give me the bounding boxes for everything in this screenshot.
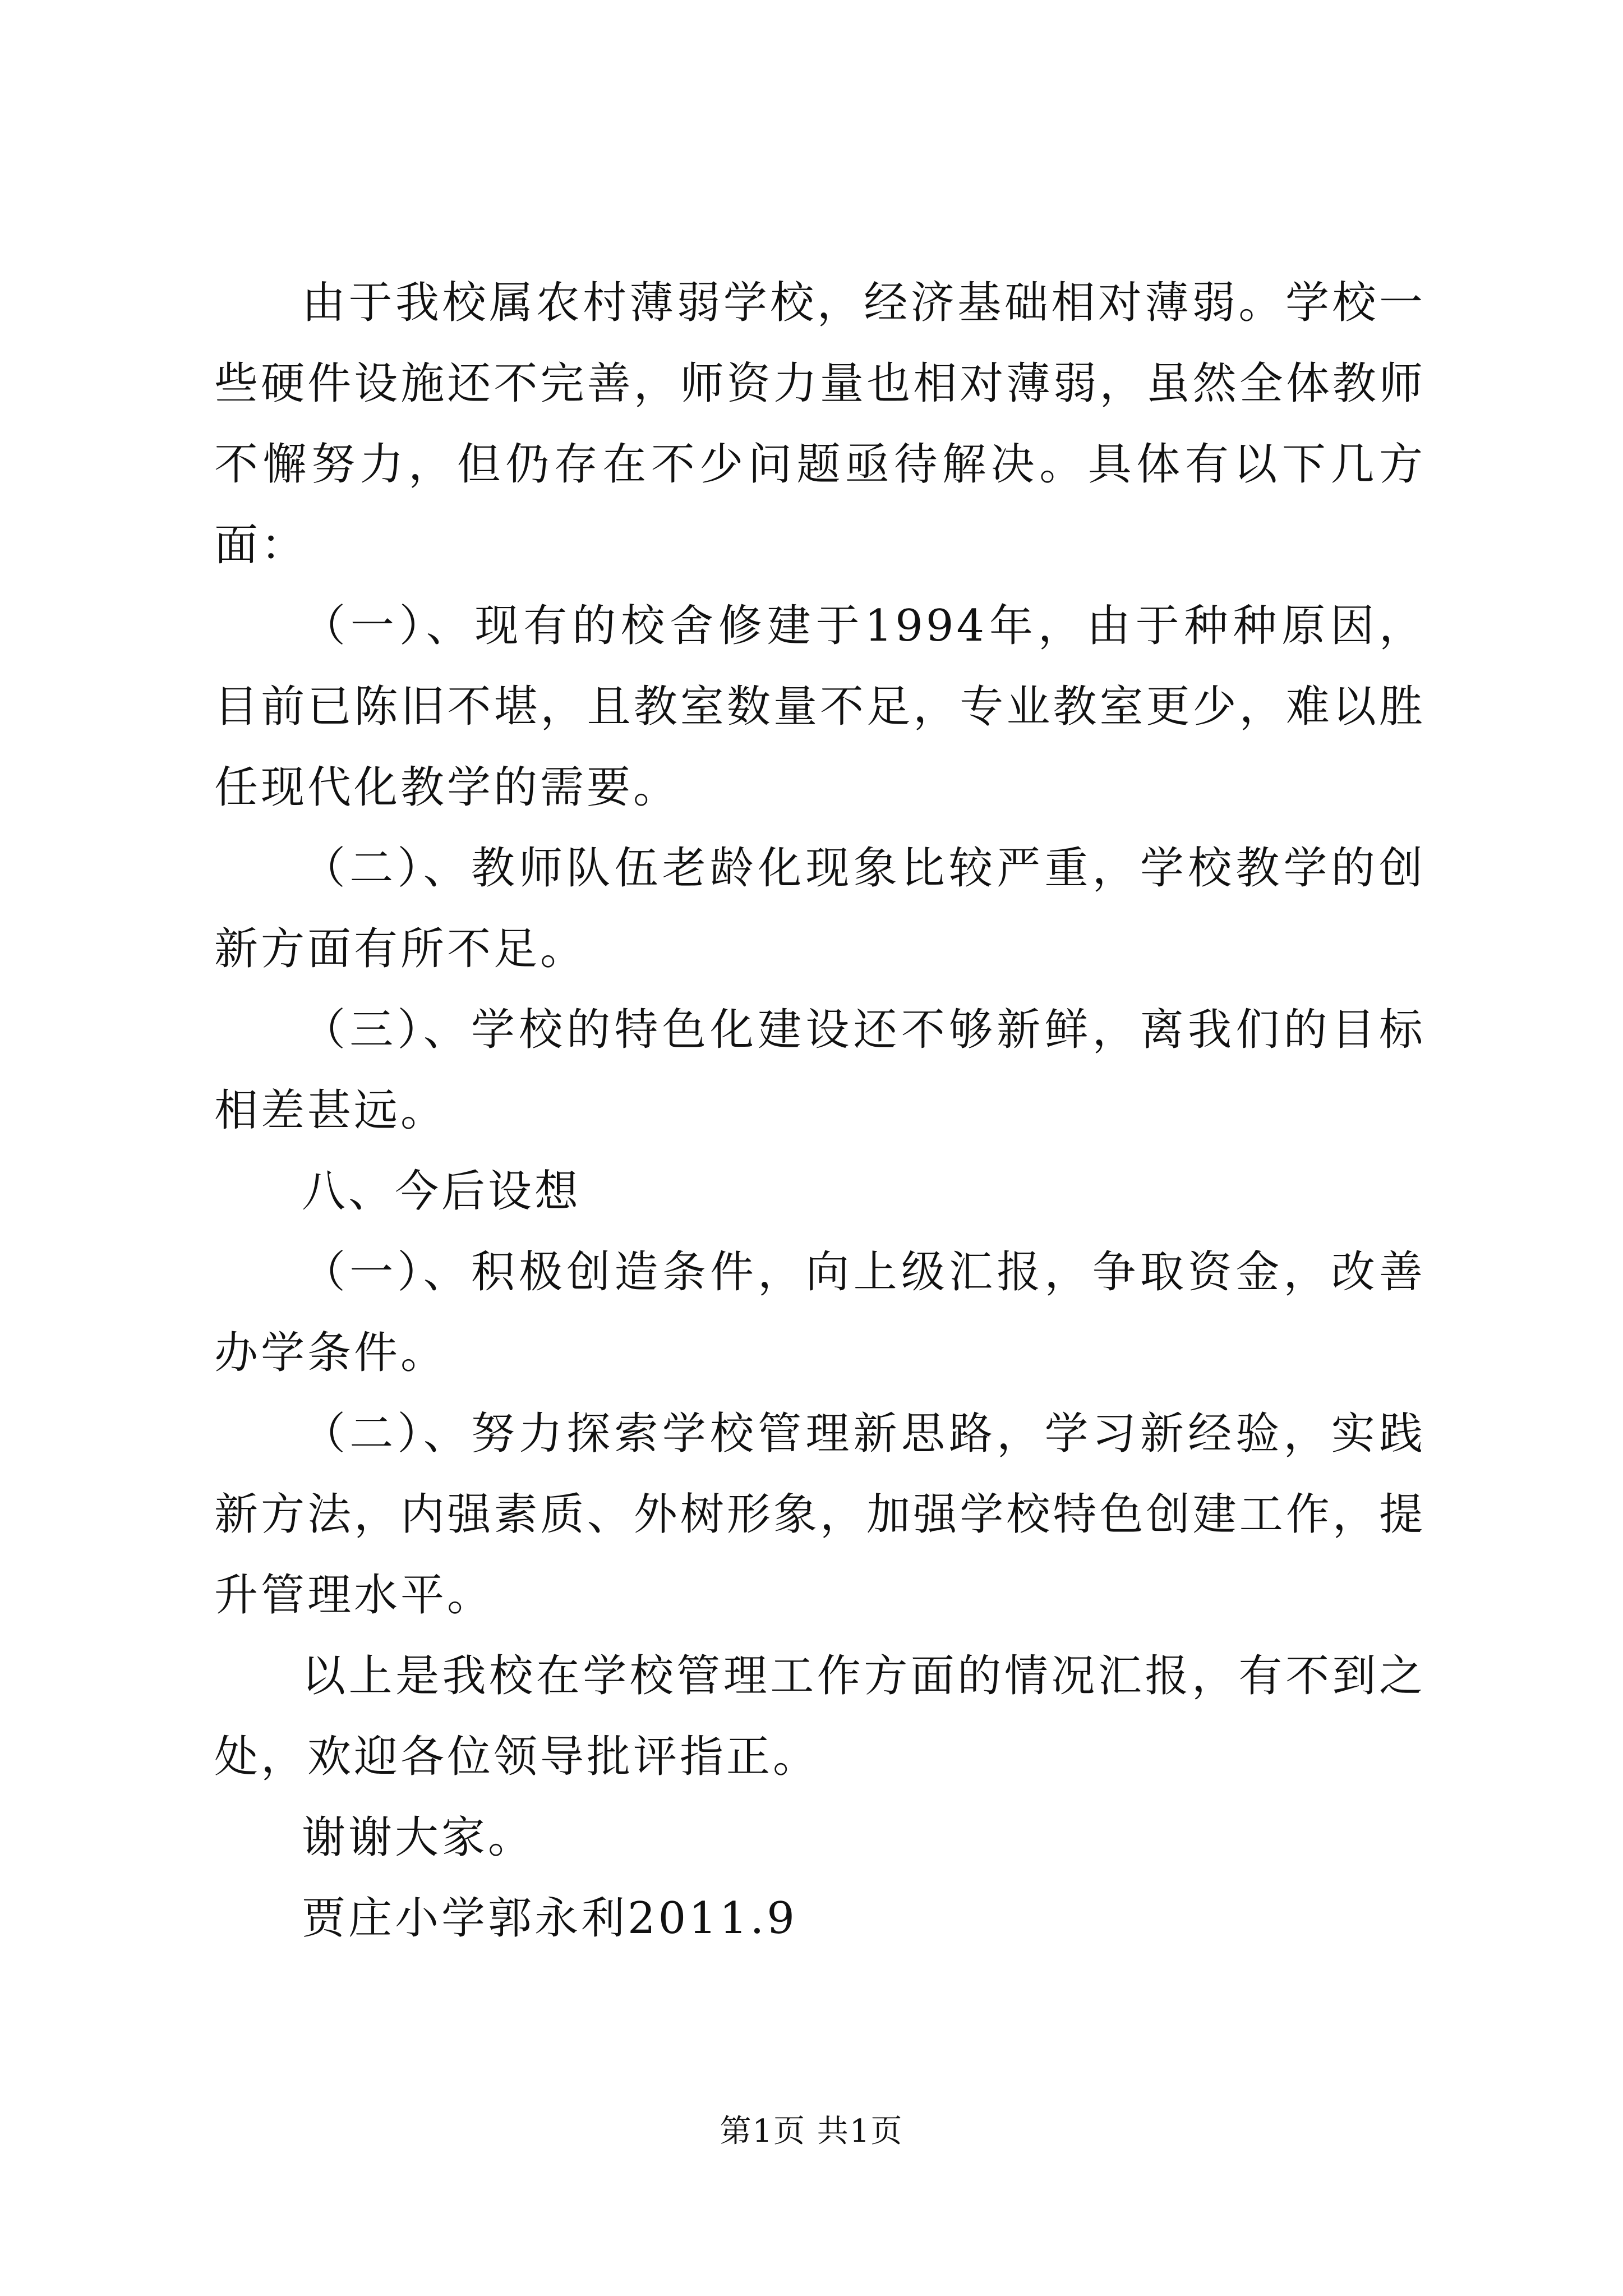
signature-line: 贾庄小学郭永利2011.9 xyxy=(302,1893,797,1944)
paragraph-plan-2: （二）、努力探索学校管理新思路，学习新经验，实践新方法，内强素质、外树形象，加强学校特色创建工作，提升管理水平。 xyxy=(214,1409,1426,1621)
paragraph-item-1: （一）、现有的校舍修建于1994年，由于种种原因，目前已陈旧不堪，且教室数量不足，专业教室更少，难以胜任现代化教学的需要。 xyxy=(214,601,1426,813)
page-footer: 第1页 共1页 xyxy=(720,2113,903,2150)
section-heading: 八、今后设想 xyxy=(302,1166,582,1217)
paragraph-item-3: （三）、学校的特色化建设还不够新鲜，离我们的目标相差甚远。 xyxy=(214,1005,1426,1136)
document-body xyxy=(214,263,1426,1959)
paragraph-closing: 以上是我校在学校管理工作方面的情况汇报，有不到之处，欢迎各位领导批评指正。 xyxy=(214,1651,1426,1782)
paragraph-thanks: 谢谢大家。 xyxy=(302,1812,535,1863)
paragraph-item-2: （二）、教师队伍老龄化现象比较严重，学校教学的创新方面有所不足。 xyxy=(214,843,1426,974)
paragraph-intro: 由于我校属农村薄弱学校，经济基础相对薄弱。学校一些硬件设施还不完善，师资力量也相对薄弱，虽然全体教师不懈努力，但仍存在不少问题亟待解决。具体有以下几方面： xyxy=(214,278,1426,570)
paragraph-plan-1: （一）、积极创造条件，向上级汇报，争取资金，改善办学条件。 xyxy=(214,1247,1426,1378)
